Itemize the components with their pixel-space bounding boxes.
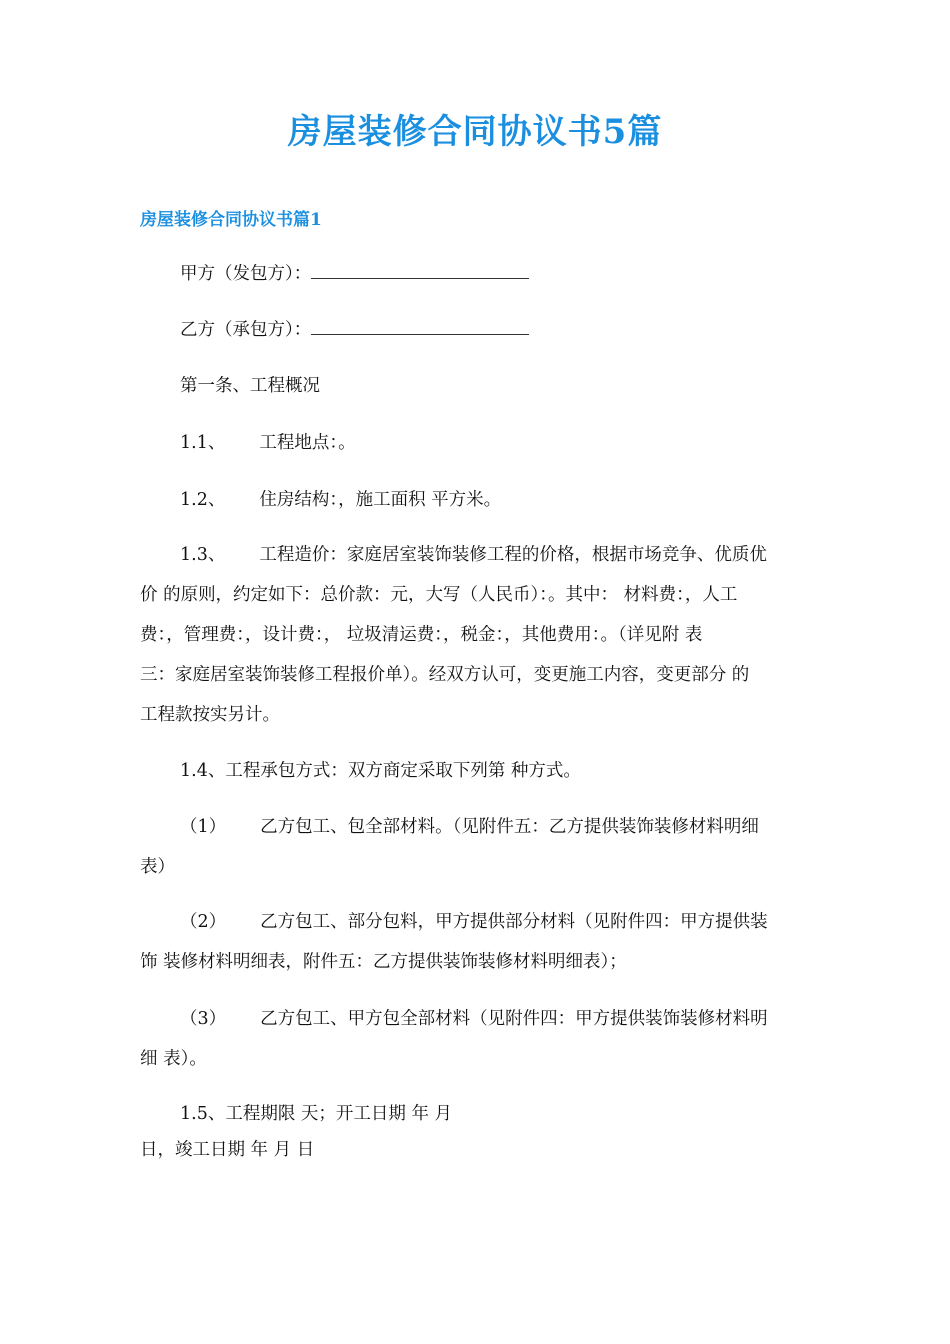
article-1-heading: [140, 366, 830, 406]
clause-line: 三：家庭居室装饰装修工程报价单）。经双方认可，变更施工内容，变更部分 的: [140, 665, 750, 685]
option-line: 表）: [140, 857, 175, 877]
party-b-line: [140, 310, 830, 350]
clause-text: 工程地点：。: [259, 433, 356, 453]
option-line: 乙方包工、甲方包全部材料（见附件四：甲方提供装饰装修材料明: [260, 1009, 768, 1029]
clause-line: 1.5、工程期限 天；开工日期 年 月: [180, 1104, 453, 1124]
option-3: [140, 999, 830, 1079]
clause-text: 1.4、工程承包方式：双方商定采取下列第 种方式。: [180, 761, 581, 781]
option-number: （1）: [180, 817, 227, 837]
party-b-blank: [311, 312, 529, 335]
option-number: （2）: [180, 912, 227, 932]
option-line: 乙方包工、部分包料，甲方提供部分材料（见附件四：甲方提供装: [260, 912, 768, 932]
article-1-text: 第一条、工程概况: [180, 376, 320, 396]
option-line: 饰 装修材料明细表，附件五：乙方提供装饰装修材料明细表）；: [140, 952, 627, 972]
clause-line: 日，竣工日期 年 月 日: [140, 1140, 315, 1160]
option-2: [140, 902, 830, 982]
clause-1-3: [140, 535, 830, 735]
option-line: 乙方包工、包全部材料。（见附件五：乙方提供装饰装修材料明细: [260, 817, 759, 837]
party-a-line: [140, 254, 830, 294]
party-b-label: 乙方（承包方）：: [180, 320, 312, 340]
option-1: [140, 807, 830, 887]
clause-number: 1.2、: [180, 490, 226, 510]
clause-1-2: [140, 480, 830, 520]
clause-line: 价 的原则，约定如下：总价款：元，大写（人民币）：。其中： 材料费：，人工: [140, 585, 738, 605]
clause-1-1: [140, 423, 830, 463]
clause-number: 1.1、: [180, 433, 226, 453]
clause-text: 住房结构：，施工面积 平方米。: [259, 490, 502, 510]
document-title: 房屋装修合同协议书5篇: [287, 112, 663, 152]
clause-line: 费：，管理费：，设计费：， 垃圾清运费：，税金：，其他费用：。（详见附 表: [140, 625, 703, 645]
clause-1-4: [140, 751, 830, 791]
clause-number: 1.3、: [180, 545, 226, 565]
option-line: 细 表）。: [140, 1049, 207, 1069]
party-a-label: 甲方（发包方）：: [180, 264, 312, 284]
party-a-blank: [311, 256, 529, 279]
option-number: （3）: [180, 1009, 227, 1029]
section-heading: 房屋装修合同协议书篇1: [140, 210, 322, 230]
clause-line: 工程款按实另计。: [140, 705, 280, 725]
clause-line: 工程造价：家庭居室装饰装修工程的价格，根据市场竞争、优质优: [259, 545, 767, 565]
clause-1-5: [140, 1096, 830, 1168]
